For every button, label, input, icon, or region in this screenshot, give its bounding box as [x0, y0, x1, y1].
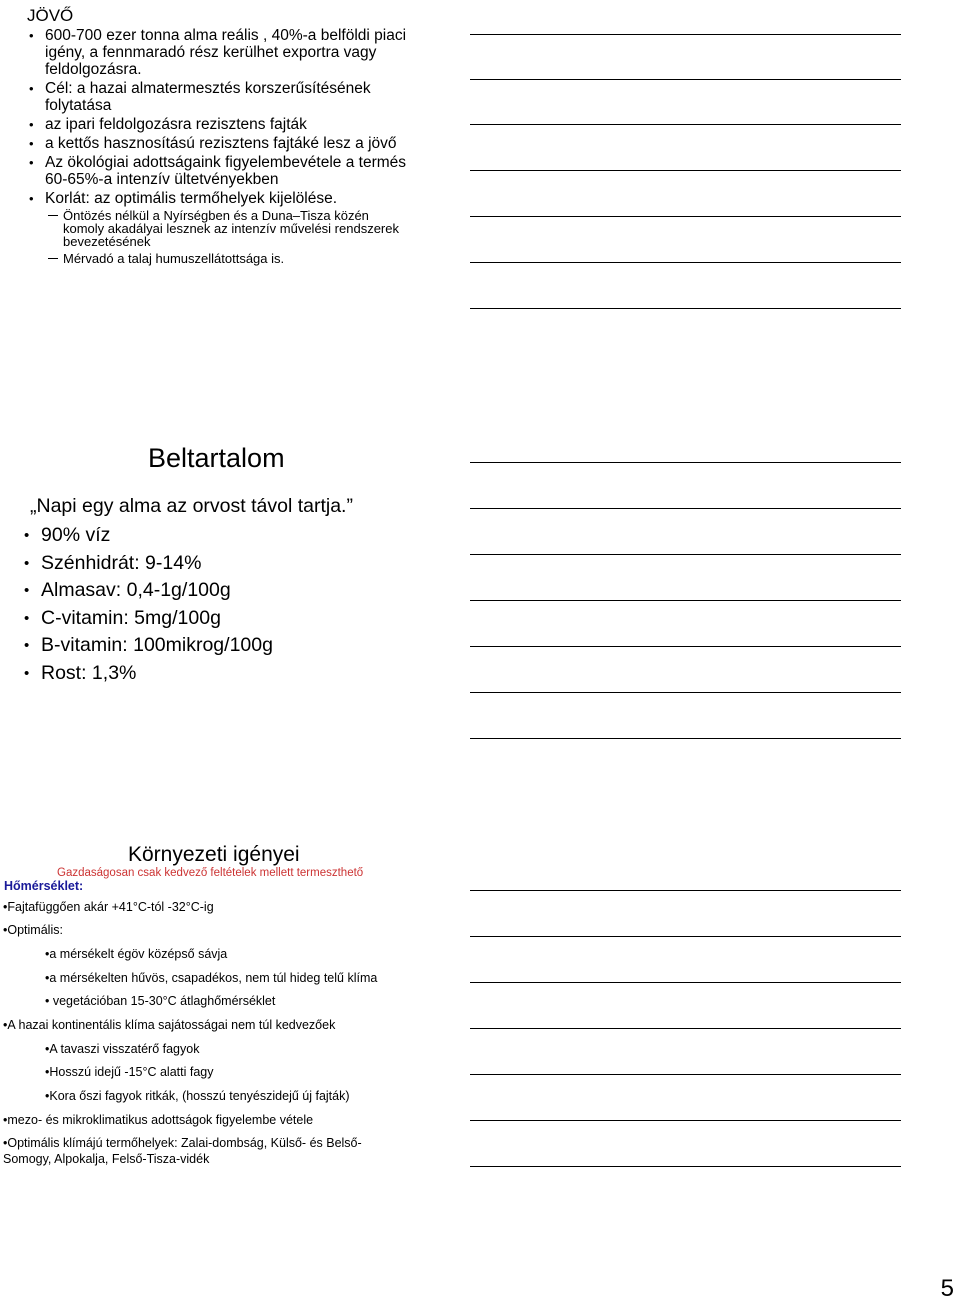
slide1-title: JÖVŐ: [27, 6, 74, 25]
list-item: • C-vitamin: 5mg/100g: [23, 605, 273, 633]
note-line: [470, 692, 901, 693]
list-item: •Fajtafüggően akár +41°C-tól -32°C-ig: [3, 900, 214, 914]
note-line: [470, 1074, 901, 1075]
note-line: [470, 508, 901, 509]
list-item: •A hazai kontinentális klíma sajátosságai nem túl kedvezőek: [3, 1018, 336, 1032]
list-item: •Optimális klímájú termőhelyek: Zalai-dombság, Külső- és Belső-: [3, 1136, 362, 1150]
slide2-quote: „Napi egy alma az orvost távol tartja.”: [30, 495, 353, 517]
note-line: [470, 982, 901, 983]
note-line: [470, 1166, 901, 1167]
list-item: • Az ökológiai adottságaink figyelembevétele a termés 60-65%-a intenzív ültetvényekben: [27, 154, 412, 188]
slide3-label: Hőmérséklet:: [4, 879, 84, 893]
list-item-continuation: Somogy, Alpokalja, Felső-Tisza-vidék: [3, 1152, 210, 1166]
note-line: [470, 738, 901, 739]
list-item: •mezo- és mikroklimatikus adottságok figyelembe vétele: [3, 1113, 314, 1127]
list-item: • a kettős hasznosítású rezisztens fajtáké lesz a jövő: [27, 135, 412, 152]
slide2-bullet-list: [23, 522, 273, 687]
slide1-bullet-list: [27, 27, 412, 269]
note-line: [470, 262, 901, 263]
list-item: • Almasav: 0,4-1g/100g: [23, 577, 273, 605]
note-line: [470, 554, 901, 555]
sub-list-item: Mérvadó a talaj humuszellátottsága is.: [45, 252, 412, 265]
note-line: [470, 890, 901, 891]
note-line: [470, 79, 901, 80]
list-item: •Kora őszi fagyok ritkák, (hosszú tenyészidejű új fajták): [45, 1089, 350, 1103]
note-line: [470, 170, 901, 171]
note-line: [470, 124, 901, 125]
slide3-subtitle: Gazdaságosan csak kedvező feltételek mellett termeszthető: [57, 867, 364, 879]
list-item: • az ipari feldolgozásra rezisztens fajták: [27, 116, 412, 133]
list-item: •A tavaszi visszatérő fagyok: [45, 1042, 200, 1056]
slide1-sub-list: [45, 209, 412, 265]
note-line: [470, 216, 901, 217]
list-item: •a mérsékelten hűvös, csapadékos, nem túl hideg telű klíma: [45, 971, 378, 985]
list-item: • 90% víz: [23, 522, 273, 550]
list-item: • 600-700 ezer tonna alma reális , 40%-a belföldi piaci igény, a fennmaradó rész kerülhet exportra vagy feldolgozásra.: [27, 27, 412, 78]
note-line: [470, 600, 901, 601]
note-line: [470, 646, 901, 647]
note-line: [470, 936, 901, 937]
list-item: • B-vitamin: 100mikrog/100g: [23, 632, 273, 660]
note-line: [470, 308, 901, 309]
note-line: [470, 1028, 901, 1029]
slide3-title: Környezeti igényei: [128, 843, 300, 866]
note-line: [470, 1120, 901, 1121]
list-item: •Optimális:: [3, 923, 63, 937]
list-item-text: Korlát: az optimális termőhelyek kijelölése.: [45, 190, 338, 207]
slide2-title: Beltartalom: [148, 443, 285, 473]
list-item: • Rost: 1,3%: [23, 660, 273, 688]
list-item: • vegetációban 15-30°C átlaghőmérséklet: [45, 994, 276, 1008]
page-number: 5: [940, 1275, 954, 1302]
list-item: • Cél: a hazai almatermesztés korszerűsítésének folytatása: [27, 80, 412, 114]
sub-list-item: Öntözés nélkül a Nyírségben és a Duna–Tisza közén komoly akadályai lesznek az intenzív művelési rendszerek bevezetésének: [45, 209, 412, 248]
list-item: •Hosszú idejű -15°C alatti fagy: [45, 1065, 214, 1079]
list-item-with-subitems: [27, 190, 412, 265]
note-line: [470, 462, 901, 463]
list-item: • Szénhidrát: 9-14%: [23, 550, 273, 578]
list-item: •a mérsékelt égöv középső sávja: [45, 947, 228, 961]
note-line: [470, 34, 901, 35]
